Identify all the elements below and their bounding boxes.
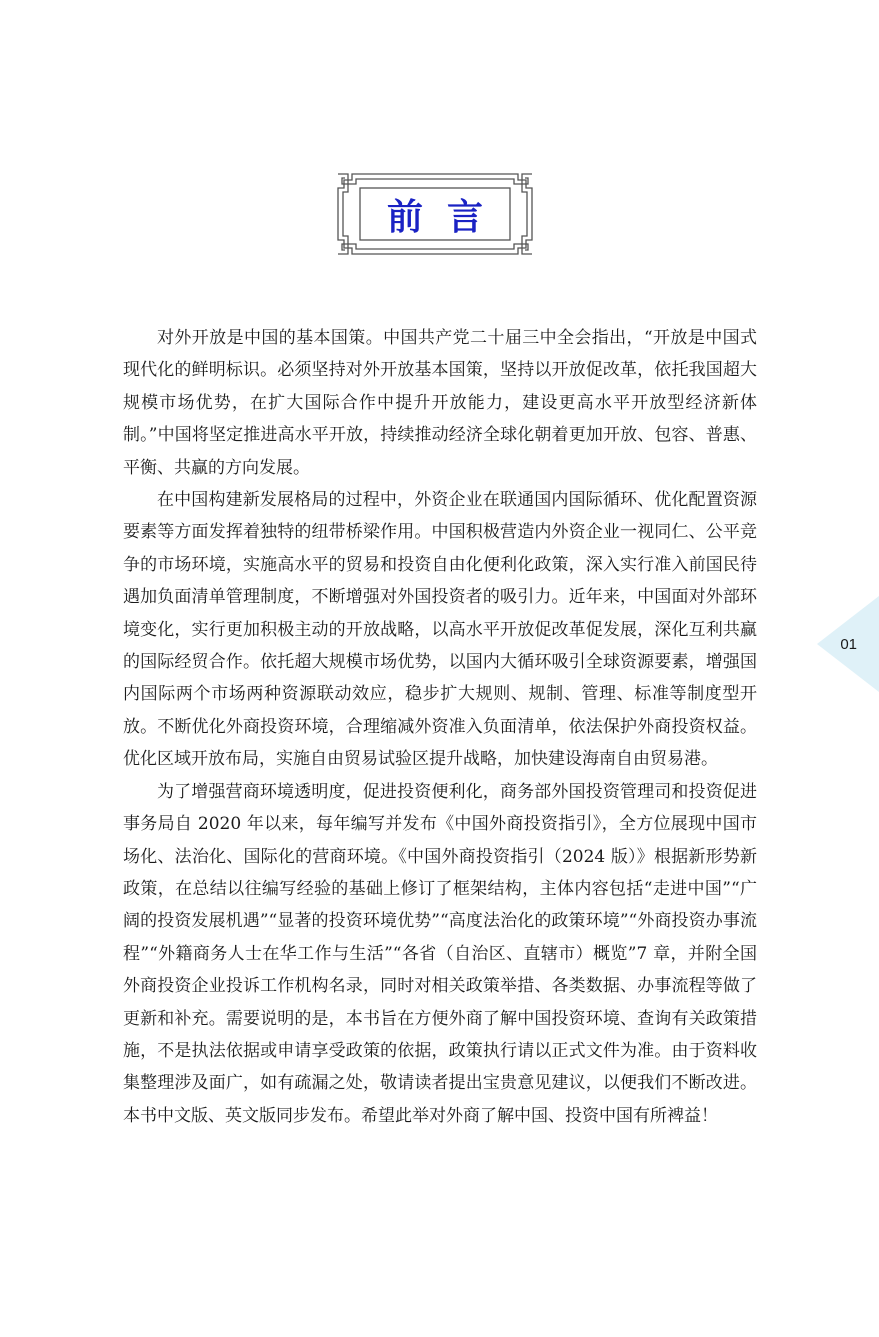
title-frame [336,172,534,256]
paragraph-2: 在中国构建新发展格局的过程中，外资企业在联通国内国际循环、优化配置资源要素等方面发挥着独特的纽带桥梁作用。中国积极营造内外资企业一视同仁、公平竞争的市场环境，实施高水平的贸易和投资自由化便利化政策，深入实行准入前国民待遇加负面清单管理制度，不断增强对外国投资者的吸引力。近年来，中国面对外部环境变化，实行更加积极主动的开放战略，以高水平开放促改革促发展，深化互利共赢的国际经贸合作。依托超大规模市场优势，以国内大循环吸引全球资源要素，增强国内国际两个市场两种资源联动效应，稳步扩大规则、规制、管理、标准等制度型开放。不断优化外商投资环境，合理缩减外资准入负面清单，依法保护外商投资权益。优化区域开放布局，实施自由贸易试验区提升战略，加快建设海南自由贸易港。 [123,490,757,770]
preface-body [123,322,757,1132]
page-number: 01 [840,636,857,653]
paragraph-3: 为了增强营商环境透明度，促进投资便利化，商务部外国投资管理司和投资促进事务局自 2020 年以来，每年编写并发布《中国外商投资指引》，全方位展现中国市场化、法治化、国际化的营商环境。《中国外商投资指引（2024 版）》根据新形势新政策，在总结以往编写经验的基础上修订了框架结构，主体内容包括“走进中国”“广阔的投资发展机遇”“显著的投资环境优势”“高度法治化的政策环境”“外商投资办事流程”“外籍商务人士在华工作与生活”“各省（自治区、直辖市）概览”7 章，并附全国外商投资企业投诉工作机构名录，同时对相关政策举措、各类数据、办事流程等做了更新和补充。需要说明的是，本书旨在方便外商了解中国投资环境、查询有关政策措施，不是执法依据或申请享受政策的依据，政策执行请以正式文件为准。由于资料收集整理涉及面广，如有疏漏之处，敬请读者提出宝贵意见建议，以便我们不断改进。本书中文版、英文版同步发布。希望此举对外商了解中国、投资中国有所裨益！ [123,781,757,1126]
page-title: 前言 [386,196,507,238]
paragraph-1: 对外开放是中国的基本国策。中国共产党二十届三中全会指出，“开放是中国式现代化的鲜明标识。必须坚持对外开放基本国策，坚持以开放促改革，依托我国超大规模市场优势，在扩大国际合作中提升开放能力，建设更高水平开放型经济新体制。”中国将坚定推进高水平开放，持续推动经济全球化朝着更加开放、包容、普惠、平衡、共赢的方向发展。 [123,328,757,478]
